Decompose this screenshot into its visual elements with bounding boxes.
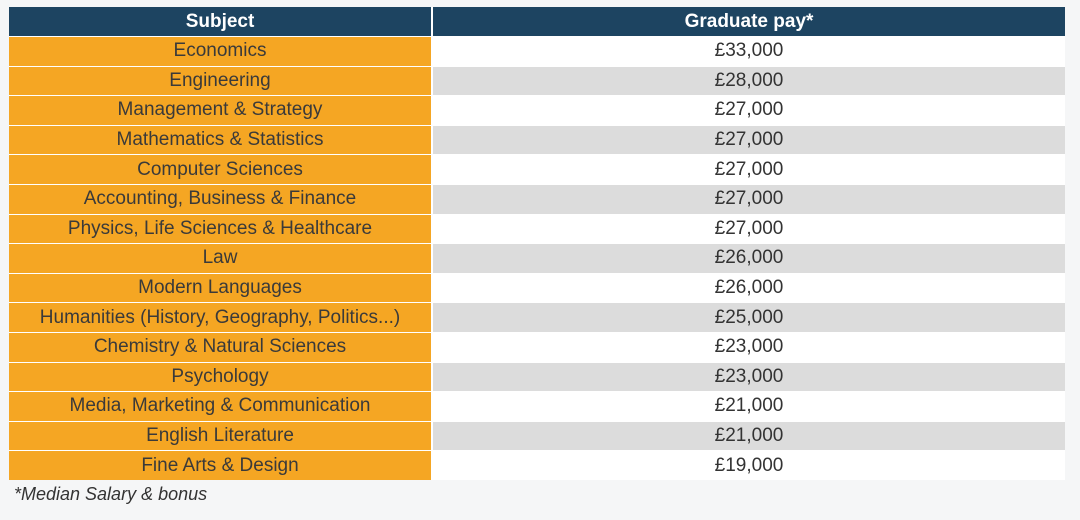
graduate-pay-cell: £27,000 [432,214,1065,244]
table-row [9,244,1065,274]
subject-cell: Engineering [9,66,432,96]
subject-cell: Accounting, Business & Finance [9,184,432,214]
table-row [9,362,1065,392]
graduate-pay-cell: £25,000 [432,303,1065,333]
subject-cell: Economics [9,37,432,67]
subject-cell: Mathematics & Statistics [9,125,432,155]
table-row [9,96,1065,126]
graduate-pay-cell: £23,000 [432,362,1065,392]
table-row [9,214,1065,244]
subject-cell: Modern Languages [9,273,432,303]
subject-cell: Management & Strategy [9,96,432,126]
graduate-pay-cell: £27,000 [432,96,1065,126]
subject-cell: Chemistry & Natural Sciences [9,332,432,362]
table-row [9,125,1065,155]
header-graduate-pay: Graduate pay* [432,7,1065,37]
table-body [9,37,1065,481]
subject-cell: Media, Marketing & Communication [9,392,432,422]
graduate-pay-cell: £23,000 [432,332,1065,362]
graduate-pay-cell: £33,000 [432,37,1065,67]
table-row [9,273,1065,303]
graduate-pay-cell: £27,000 [432,155,1065,185]
table-row [9,392,1065,422]
graduate-pay-cell: £21,000 [432,392,1065,422]
graduate-pay-cell: £28,000 [432,66,1065,96]
graduate-pay-cell: £26,000 [432,244,1065,274]
table-row [9,37,1065,67]
table-row [9,66,1065,96]
graduate-pay-cell: £27,000 [432,125,1065,155]
subject-cell: Fine Arts & Design [9,451,432,481]
subject-cell: Physics, Life Sciences & Healthcare [9,214,432,244]
table-row [9,303,1065,333]
table-row [9,451,1065,481]
graduate-pay-cell: £27,000 [432,184,1065,214]
subject-cell: Humanities (History, Geography, Politics...) [9,303,432,333]
table-row [9,184,1065,214]
graduate-pay-cell: £26,000 [432,273,1065,303]
footnote: *Median Salary & bonus [14,484,208,504]
subject-cell: Computer Sciences [9,155,432,185]
subject-cell: Law [9,244,432,274]
table-row [9,332,1065,362]
subject-cell: English Literature [9,421,432,451]
graduate-pay-cell: £19,000 [432,451,1065,481]
graduate-pay-cell: £21,000 [432,421,1065,451]
subject-cell: Psychology [9,362,432,392]
table-row [9,421,1065,451]
header-subject: Subject [9,7,432,37]
graduate-pay-table [9,7,1065,480]
table-row [9,155,1065,185]
table-header-row [9,7,1065,37]
